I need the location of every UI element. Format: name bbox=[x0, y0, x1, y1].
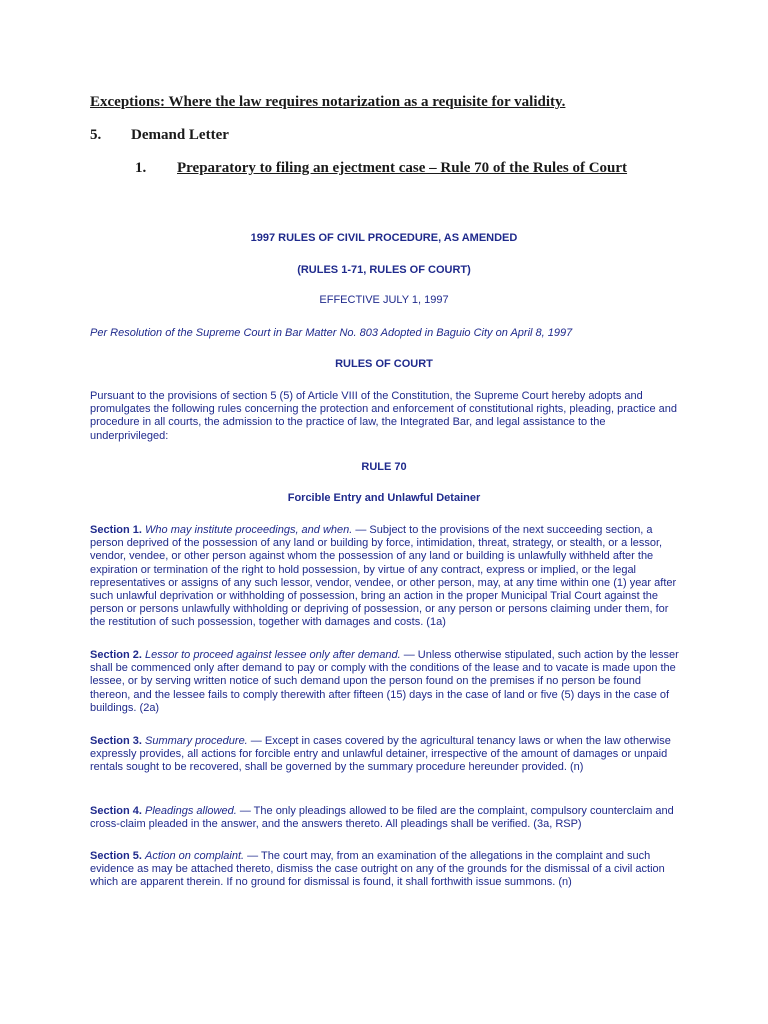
section-2-heading: Lessor to proceed against lessee only after demand. bbox=[145, 649, 401, 661]
resolution-line: Per Resolution of the Supreme Court in Bar Matter No. 803 Adopted in Baguio City on April 8, 1997 bbox=[90, 327, 573, 339]
section-2-label: Section 2. bbox=[90, 649, 142, 661]
section-3-text: — Except in cases covered by the agricultural tenancy laws or when the law otherwise expressly provides, all actions for forcible entry and unlawful detainer, irrespective of the amount of damages or unpaid rentals sought to be recovered, shall be governed by the summary procedure hereunder provided. (n) bbox=[90, 735, 671, 774]
section-2-text: — Unless otherwise stipulated, such action by the lesser shall be commenced only after demand to pay or comply with the conditions of the lease and to vacate is made upon the lessee, or by serving written notice of such demand upon the person found on the premises if no person be found thereon, and the lessee fails to comply therewith after fifteen (15) days in the case of land or five (5) days in the case of buildings. (2a) bbox=[90, 649, 679, 714]
sub-item-1-label: Preparatory to filing an ejectment case – Rule 70 of the Rules of Court bbox=[177, 160, 628, 176]
effective-date: EFFECTIVE JULY 1, 1997 bbox=[319, 294, 449, 306]
section-4-label: Section 4. bbox=[90, 805, 142, 817]
section-4-text: — The only pleadings allowed to be filed are the complaint, compulsory counterclaim and cross-claim pleaded in the answer, and the answers thereto. All pleadings shall be verified. (3a, RSP) bbox=[90, 805, 674, 831]
rule-title: Forcible Entry and Unlawful Detainer bbox=[287, 492, 481, 504]
section-3-heading: Summary procedure. bbox=[145, 735, 248, 747]
sub-item-1-number: 1. bbox=[135, 160, 147, 176]
doc-subtitle: (RULES 1-71, RULES OF COURT) bbox=[297, 264, 471, 276]
section-2 bbox=[90, 649, 680, 715]
section-5-label: Section 5. bbox=[90, 850, 142, 862]
section-4-heading: Pleadings allowed. bbox=[145, 805, 237, 817]
section-3-label: Section 3. bbox=[90, 735, 142, 747]
section-1-label: Section 1. bbox=[90, 524, 142, 536]
section-5-text: — The court may, from an examination of the allegations in the complaint and such evidence as may be attached thereto, dismiss the case outright on any of the grounds for the dismissal of a civil action which are apparent therein. If no ground for dismissal is found, it shall forthwith issue summons. (n) bbox=[90, 850, 665, 889]
item-5-label: Demand Letter bbox=[131, 127, 229, 143]
section-1 bbox=[90, 524, 680, 630]
section-5 bbox=[90, 850, 680, 890]
section-4 bbox=[90, 805, 680, 831]
section-1-heading: Who may institute proceedings, and when. bbox=[145, 524, 353, 536]
section-3 bbox=[90, 735, 680, 775]
item-5-number: 5. bbox=[90, 127, 102, 143]
preamble: Pursuant to the provisions of section 5 (5) of Article VIII of the Constitution, the Supreme Court hereby adopts and promulgates the following rules concerning the protection and enforcement of constitutional rights, pleading, practice and procedure in all courts, the admission to the practice of law, the Integrated Bar, and legal assistance to the underprivileged: bbox=[90, 390, 678, 442]
section-1-text: — Subject to the provisions of the next succeeding section, a person deprived of the possession of any land or building by force, intimidation, threat, strategy, or stealth, or a lessor, vendor, vendee, or other person against whom the possession of any land or building is unlawfully withheld after the expiration or termination of the right to hold possession, by virtue of any contract, express or implied, or the legal representatives or assigns of any such lessor, vendor, vendee, or other person, may, at any time within one (1) year after such unlawful deprivation or withholding of possession, bring an action in the proper Municipal Trial Court against the person or persons unlawfully withholding or depriving of possession, or any person or persons claiming under them, for the restitution of such possession, together with damages and costs. (1a) bbox=[90, 524, 677, 629]
doc-title: 1997 RULES OF CIVIL PROCEDURE, AS AMENDED bbox=[250, 232, 518, 244]
rule-number: RULE 70 bbox=[361, 461, 407, 473]
rules-heading: RULES OF COURT bbox=[335, 358, 433, 370]
exceptions-heading: Exceptions: Where the law requires notarization as a requisite for validity. bbox=[90, 94, 566, 110]
section-5-heading: Action on complaint. bbox=[145, 850, 245, 862]
